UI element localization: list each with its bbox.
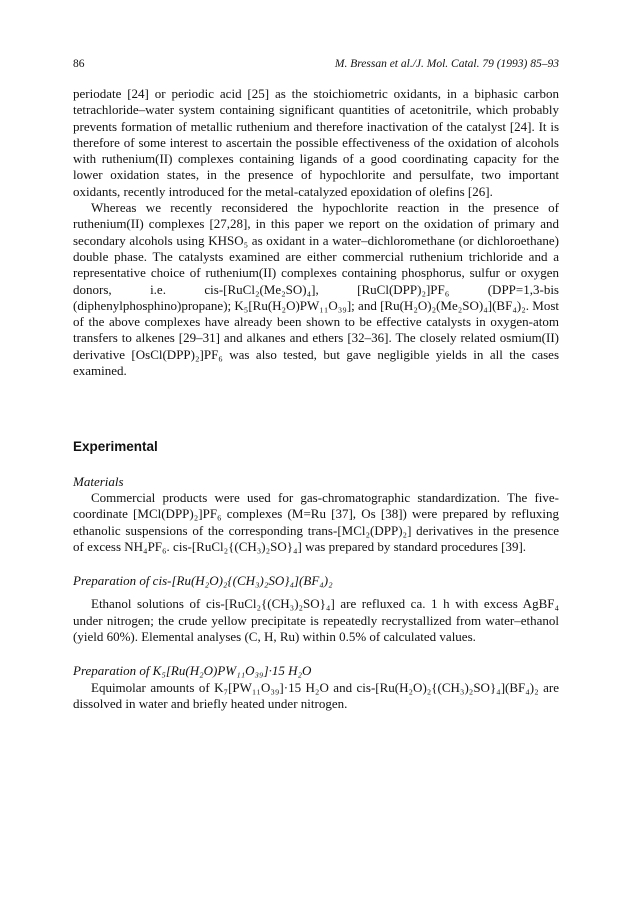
spacer [73, 555, 559, 573]
materials-heading: Materials [73, 473, 124, 489]
experimental-heading: Experimental [73, 439, 158, 455]
spacer [73, 645, 559, 663]
intro-paragraph-2: Whereas we recently reconsidered the hypochlorite reaction in the presence of ruthenium(II) complexes [27,28], in this paper we report on the oxidation of primary and secondary alcohols using KHSO₅ as oxidant in a water–dichloromethane (or dichloroethane) double phase. The catalysts examined are either commercial ruthenium trichloride and a representative choice of ruthenium(II) complexes containing phosphorus, sulfur or oxygen donors, i.e. cis-[RuCl₂(Me₂SO)₄], [RuCl(DPP)₂]PF₆ (DPP=1,3-bis (diphenylphosphino)propane); K₅[Ru(H₂O)PW₁₁O₃₉]; and [Ru(H₂O)₂(Me₂SO)₄](BF₄)₂. Most of the above complexes have already been shown to be effective catalysts in oxygen-atom transfers to alkenes [29–31] and alkanes and ethers [32–36]. The closely related osmium(II) derivative [OsCl(DPP)₂]PF₆ was also tested, but gave negligible yields in all the cases examined. [73, 200, 559, 379]
prep2-heading: Preparation of K₅[Ru(H₂O)PW₁₁O₃₉]·15 H₂O [73, 663, 312, 679]
intro-paragraph-1: periodate [24] or periodic acid [25] as the stoichiometric oxidants, in a biphasic carbon tetrachloride–water system containing significant quantities of acetonitrile, which probably prevents formation of metallic ruthenium and therefore inactivation of the catalyst [24]. It is therefore of some interest to ascertain the possible effectiveness of the oxidation of alcohols with ruthenium(II) complexes containing ligands of a good coordinating capacity for the lower oxidation states, in the presence of hypochlorite and persulfate, two important oxidants, recently introduced for the metal-catalyzed epoxidation of olefins [26]. [73, 86, 559, 199]
journal-reference: M. Bressan et al./J. Mol. Catal. 79 (1993) 85–93 [334, 58, 559, 70]
spacer [73, 589, 559, 596]
body-text [73, 86, 559, 712]
spacer [73, 456, 559, 474]
spacer [73, 379, 559, 439]
prep1-paragraph: Ethanol solutions of cis-[RuCl₂{(CH₃)₂SO}₄] are refluxed ca. 1 h with excess AgBF₄ under nitrogen; the crude yellow precipitate is repeatedly recrystallized from water–ethanol (yield 60%). Elemental analyses (C, H, Ru) within 0.5% of calculated values. [73, 596, 559, 645]
prep1-heading: Preparation of cis-[Ru(H₂O)₂{(CH₃)₂SO}₄](BF₄)₂ [73, 573, 333, 589]
prep2-paragraph: Equimolar amounts of K₇[PW₁₁O₃₉]·15 H₂O and cis-[Ru(H₂O)₂{(CH₃)₂SO}₄](BF₄)₂ are dissolved in water and briefly heated under nitrogen. [73, 679, 559, 711]
page-number: 86 [73, 58, 85, 70]
running-head [73, 58, 559, 74]
materials-paragraph: Commercial products were used for gas-chromatographic standardization. The five-coordinate [MCl(DPP)₂]PF₆ complexes (M=Ru [37], Os [38]) were prepared by refluxing ethanolic suspensions of the corresponding trans-[MCl₂(DPP)₂] derivatives in the presence of excess NH₄PF₆. cis-[RuCl₂{(CH₃)₂SO}₄] was prepared by standard procedures [39]. [73, 489, 559, 554]
